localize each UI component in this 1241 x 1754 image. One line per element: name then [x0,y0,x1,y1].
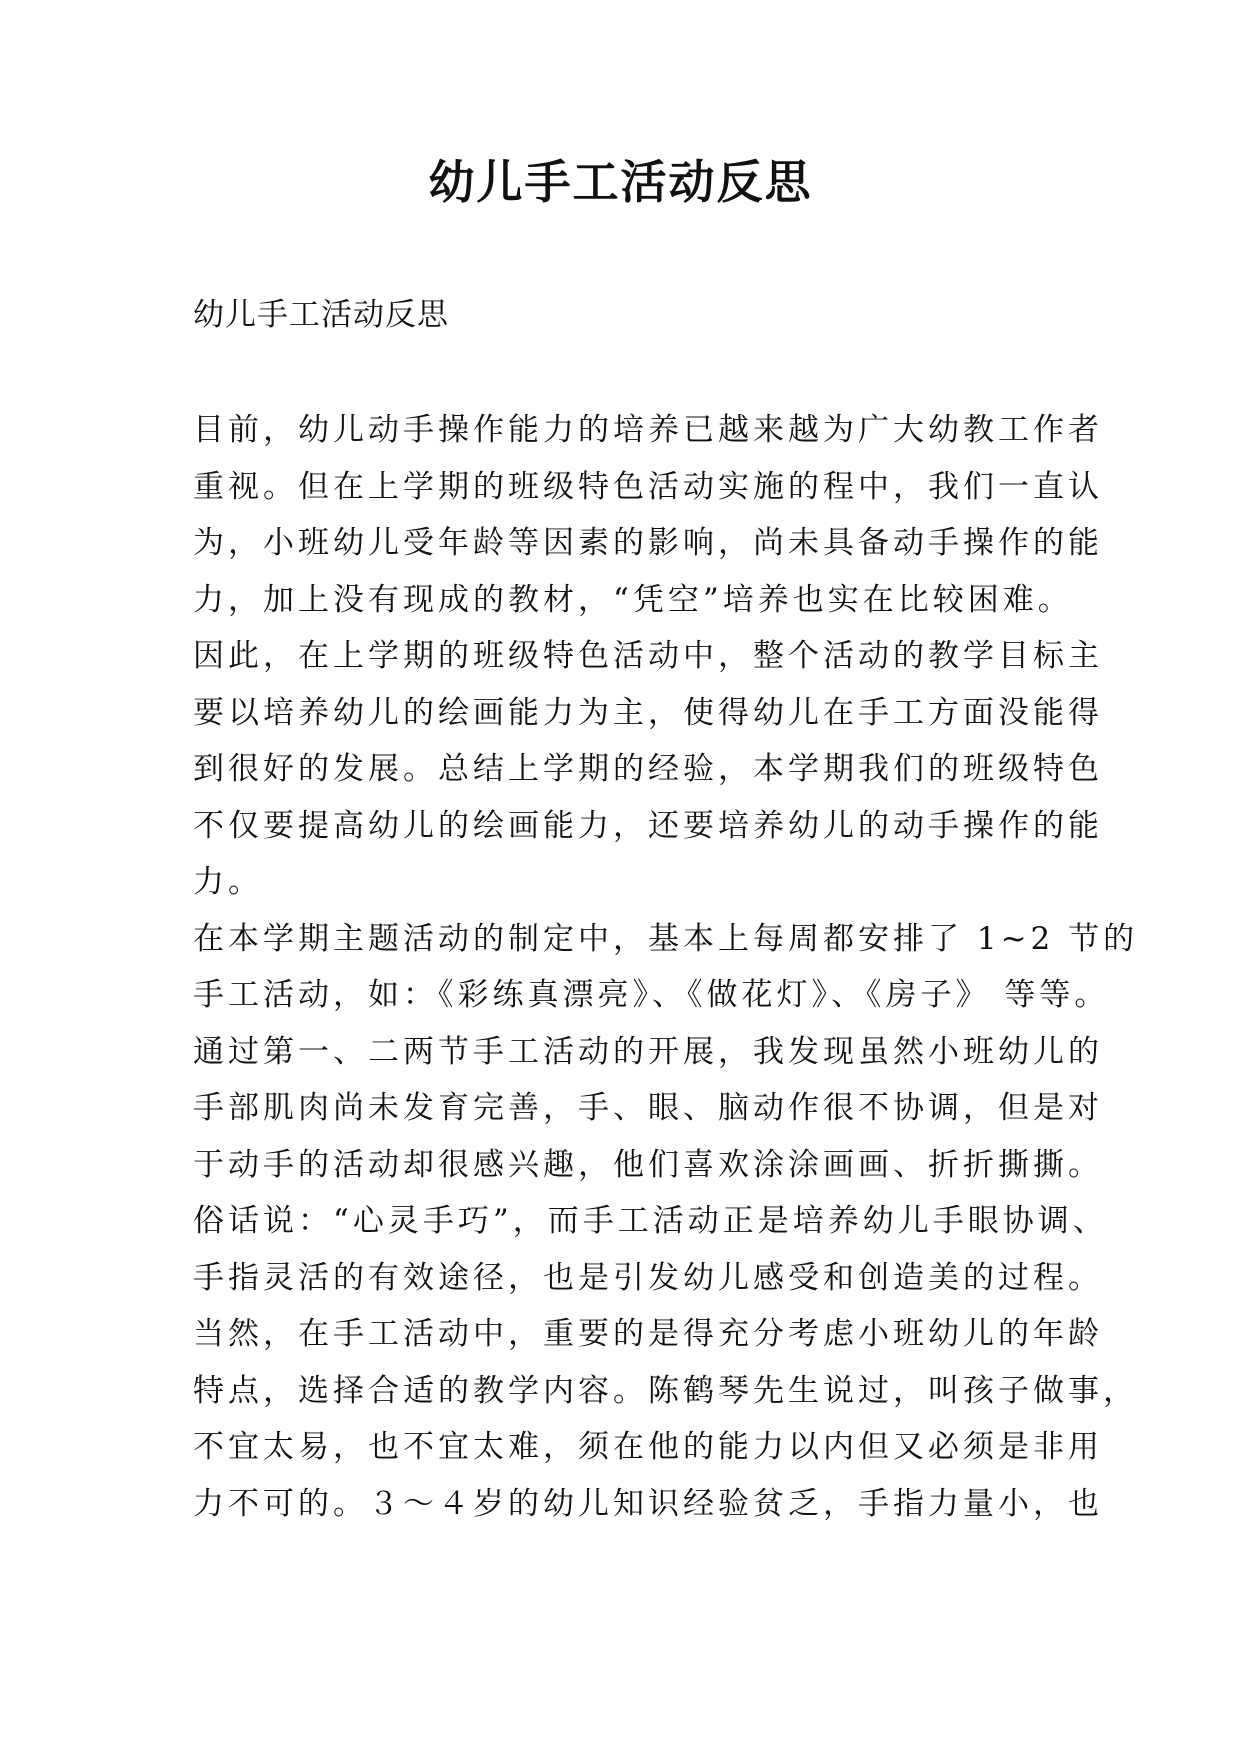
text-line: 手工活动，如：《彩练真漂亮》、《做花灯》、《房子》 等等。 [193,977,1110,1013]
text-line: 不宜太易，也不宜太难，须在他的能力以内但又必须是非用 [193,1429,1103,1465]
document-body [193,402,1139,1532]
text-line: 力，加上没有现成的教材，“凭空”培养也实在比较困难。 [193,581,1073,618]
text-line: 在本学期主题活动的制定中，基本上每周都安排了 1~2 节的 [193,920,1139,957]
text-line: 为，小班幼儿受年龄等因素的影响，尚未具备动手操作的能 [193,525,1103,561]
text-line: 不仅要提高幼儿的绘画能力，还要培养幼儿的动手操作的能 [193,807,1103,844]
text-line: 手指灵活的有效途径，也是引发幼儿感受和创造美的过程。 [193,1259,1103,1296]
text-line: 通过第一、二两节手工活动的开展，我发现虽然小班幼儿的 [193,1033,1103,1070]
text-line: 要以培养幼儿的绘画能力为主，使得幼儿在手工方面没能得 [193,694,1103,731]
text-line: 力不可的。３～４岁的幼儿知识经验贫乏，手指力量小，也 [193,1485,1103,1522]
paragraph-2 [193,911,1139,1533]
paragraph-1 [193,402,1103,911]
document-subtitle: 幼儿手工活动反思 [193,297,449,333]
text-line: 当然，在手工活动中，重要的是得充分考虑小班幼儿的年龄 [193,1316,1103,1352]
text-line: 手部肌肉尚未发育完善，手、眼、脑动作很不协调，但是对 [193,1090,1103,1126]
document-title: 幼儿手工活动反思 [428,155,813,209]
text-line: 到很好的发展。总结上学期的经验，本学期我们的班级特色 [193,751,1103,787]
text-line: 因此，在上学期的班级特色活动中，整个活动的教学目标主 [193,638,1103,674]
text-line: 特点，选择合适的教学内容。陈鹤琴先生说过，叫孩子做事， [193,1372,1138,1409]
text-line: 于动手的活动却很感兴趣，他们喜欢涂涂画画、折折撕撕。 [193,1146,1103,1183]
text-line: 俗话说：“心灵手巧”，而手工活动正是培养幼儿手眼协调、 [193,1203,1108,1239]
text-line: 重视。但在上学期的班级特色活动实施的程中，我们一直认 [193,468,1103,505]
text-line: 目前，幼儿动手操作能力的培养已越来越为广大幼教工作者 [193,412,1103,448]
text-line: 力。 [193,864,263,900]
